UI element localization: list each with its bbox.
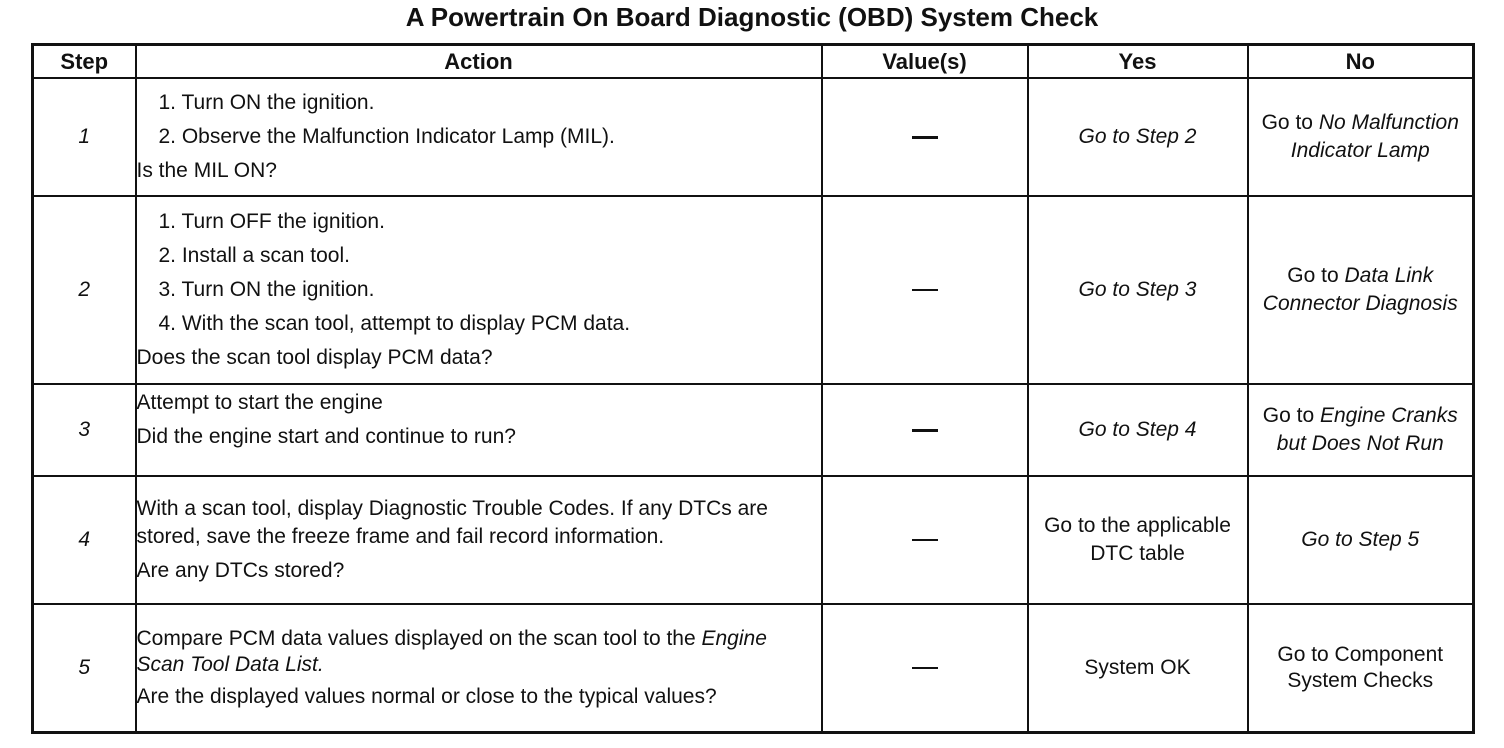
value-cell [822,78,1028,196]
yes-link[interactable]: Go to Step 4 [1078,418,1197,441]
step-number: 3 [33,384,136,476]
dash-mark [912,539,938,541]
no-cell [1248,196,1474,384]
action-item: 1. Turn OFF the ignition. [158,210,385,233]
action-item: 1. Turn ON the ignition. [158,91,375,114]
yes-link[interactable]: Go to Step 3 [1078,278,1197,301]
value-cell [822,604,1028,732]
dash-mark [912,429,938,432]
no-cell [1248,604,1474,732]
action-text [137,626,821,678]
step-number: 1 [33,78,136,196]
header-step: Step [33,45,136,79]
step-number: 5 [33,604,136,732]
action-cell [136,476,822,604]
header-no: No [1248,45,1474,79]
value-cell [822,384,1028,476]
header-yes: Yes [1028,45,1248,79]
value-cell [822,476,1028,604]
table-row [33,384,1474,476]
action-cell [136,604,822,732]
no-prefix: Go to [1262,404,1315,427]
yes-cell [1028,384,1248,476]
yes-link[interactable]: System OK [1084,655,1191,679]
header-action: Action [136,45,822,79]
diagnostic-table [31,43,1475,734]
no-cell [1248,384,1474,476]
no-link[interactable]: Engine Cranks but Does Not Run [1276,404,1458,455]
action-text-prefix: Compare PCM data values displayed on the scan tool to the [136,626,696,650]
action-text: Attempt to start the engine [136,391,383,414]
value-cell [822,196,1028,384]
step-number: 2 [33,196,136,384]
action-cell [136,196,822,384]
action-item: 3. Turn ON the ignition. [158,278,375,301]
header-value: Value(s) [822,45,1028,79]
action-question: Are any DTCs stored? [136,559,345,582]
table-row [33,196,1474,384]
action-text: With a scan tool, display Diagnostic Trouble Codes. If any DTCs are stored, save the freeze frame and fail record information. [136,497,768,548]
header-row [33,45,1474,79]
action-question: Is the MIL ON? [136,159,277,182]
dash-mark [912,289,938,291]
dash-mark [912,136,938,139]
action-question: Are the displayed values normal or close to the typical values? [136,684,717,708]
action-question: Does the scan tool display PCM data? [136,346,493,369]
no-prefix: Go to [1261,111,1313,134]
yes-cell [1028,196,1248,384]
table-row [33,78,1474,196]
action-item: 4. With the scan tool, attempt to display PCM data. [158,312,631,335]
no-link[interactable]: No Malfunction Indicator Lamp [1290,111,1459,162]
action-question: Did the engine start and continue to run? [136,425,516,448]
action-item: 2. Observe the Malfunction Indicator Lamp (MIL). [158,125,615,148]
no-cell [1248,78,1474,196]
table-row [33,604,1474,732]
table-row [33,476,1474,604]
action-cell [136,384,822,476]
no-link[interactable]: Go to Step 5 [1301,528,1420,551]
yes-cell [1028,604,1248,732]
action-cell [136,78,822,196]
no-prefix: Go to [1287,264,1339,287]
step-number: 4 [33,476,136,604]
dash-mark [912,667,938,669]
yes-cell [1028,476,1248,604]
no-link[interactable]: Data Link Connector Diagnosis [1262,264,1458,315]
action-item: 2. Install a scan tool. [158,244,350,267]
yes-link[interactable]: Go to the applicable DTC table [1044,514,1231,565]
page-title: A Powertrain On Board Diagnostic (OBD) System Check [405,2,1099,32]
no-cell [1248,476,1474,604]
no-link[interactable]: Go to Component System Checks [1277,642,1444,692]
yes-link[interactable]: Go to Step 2 [1078,125,1197,148]
action-text-reference[interactable]: Engine Scan Tool Data List. [136,626,767,676]
yes-cell [1028,78,1248,196]
